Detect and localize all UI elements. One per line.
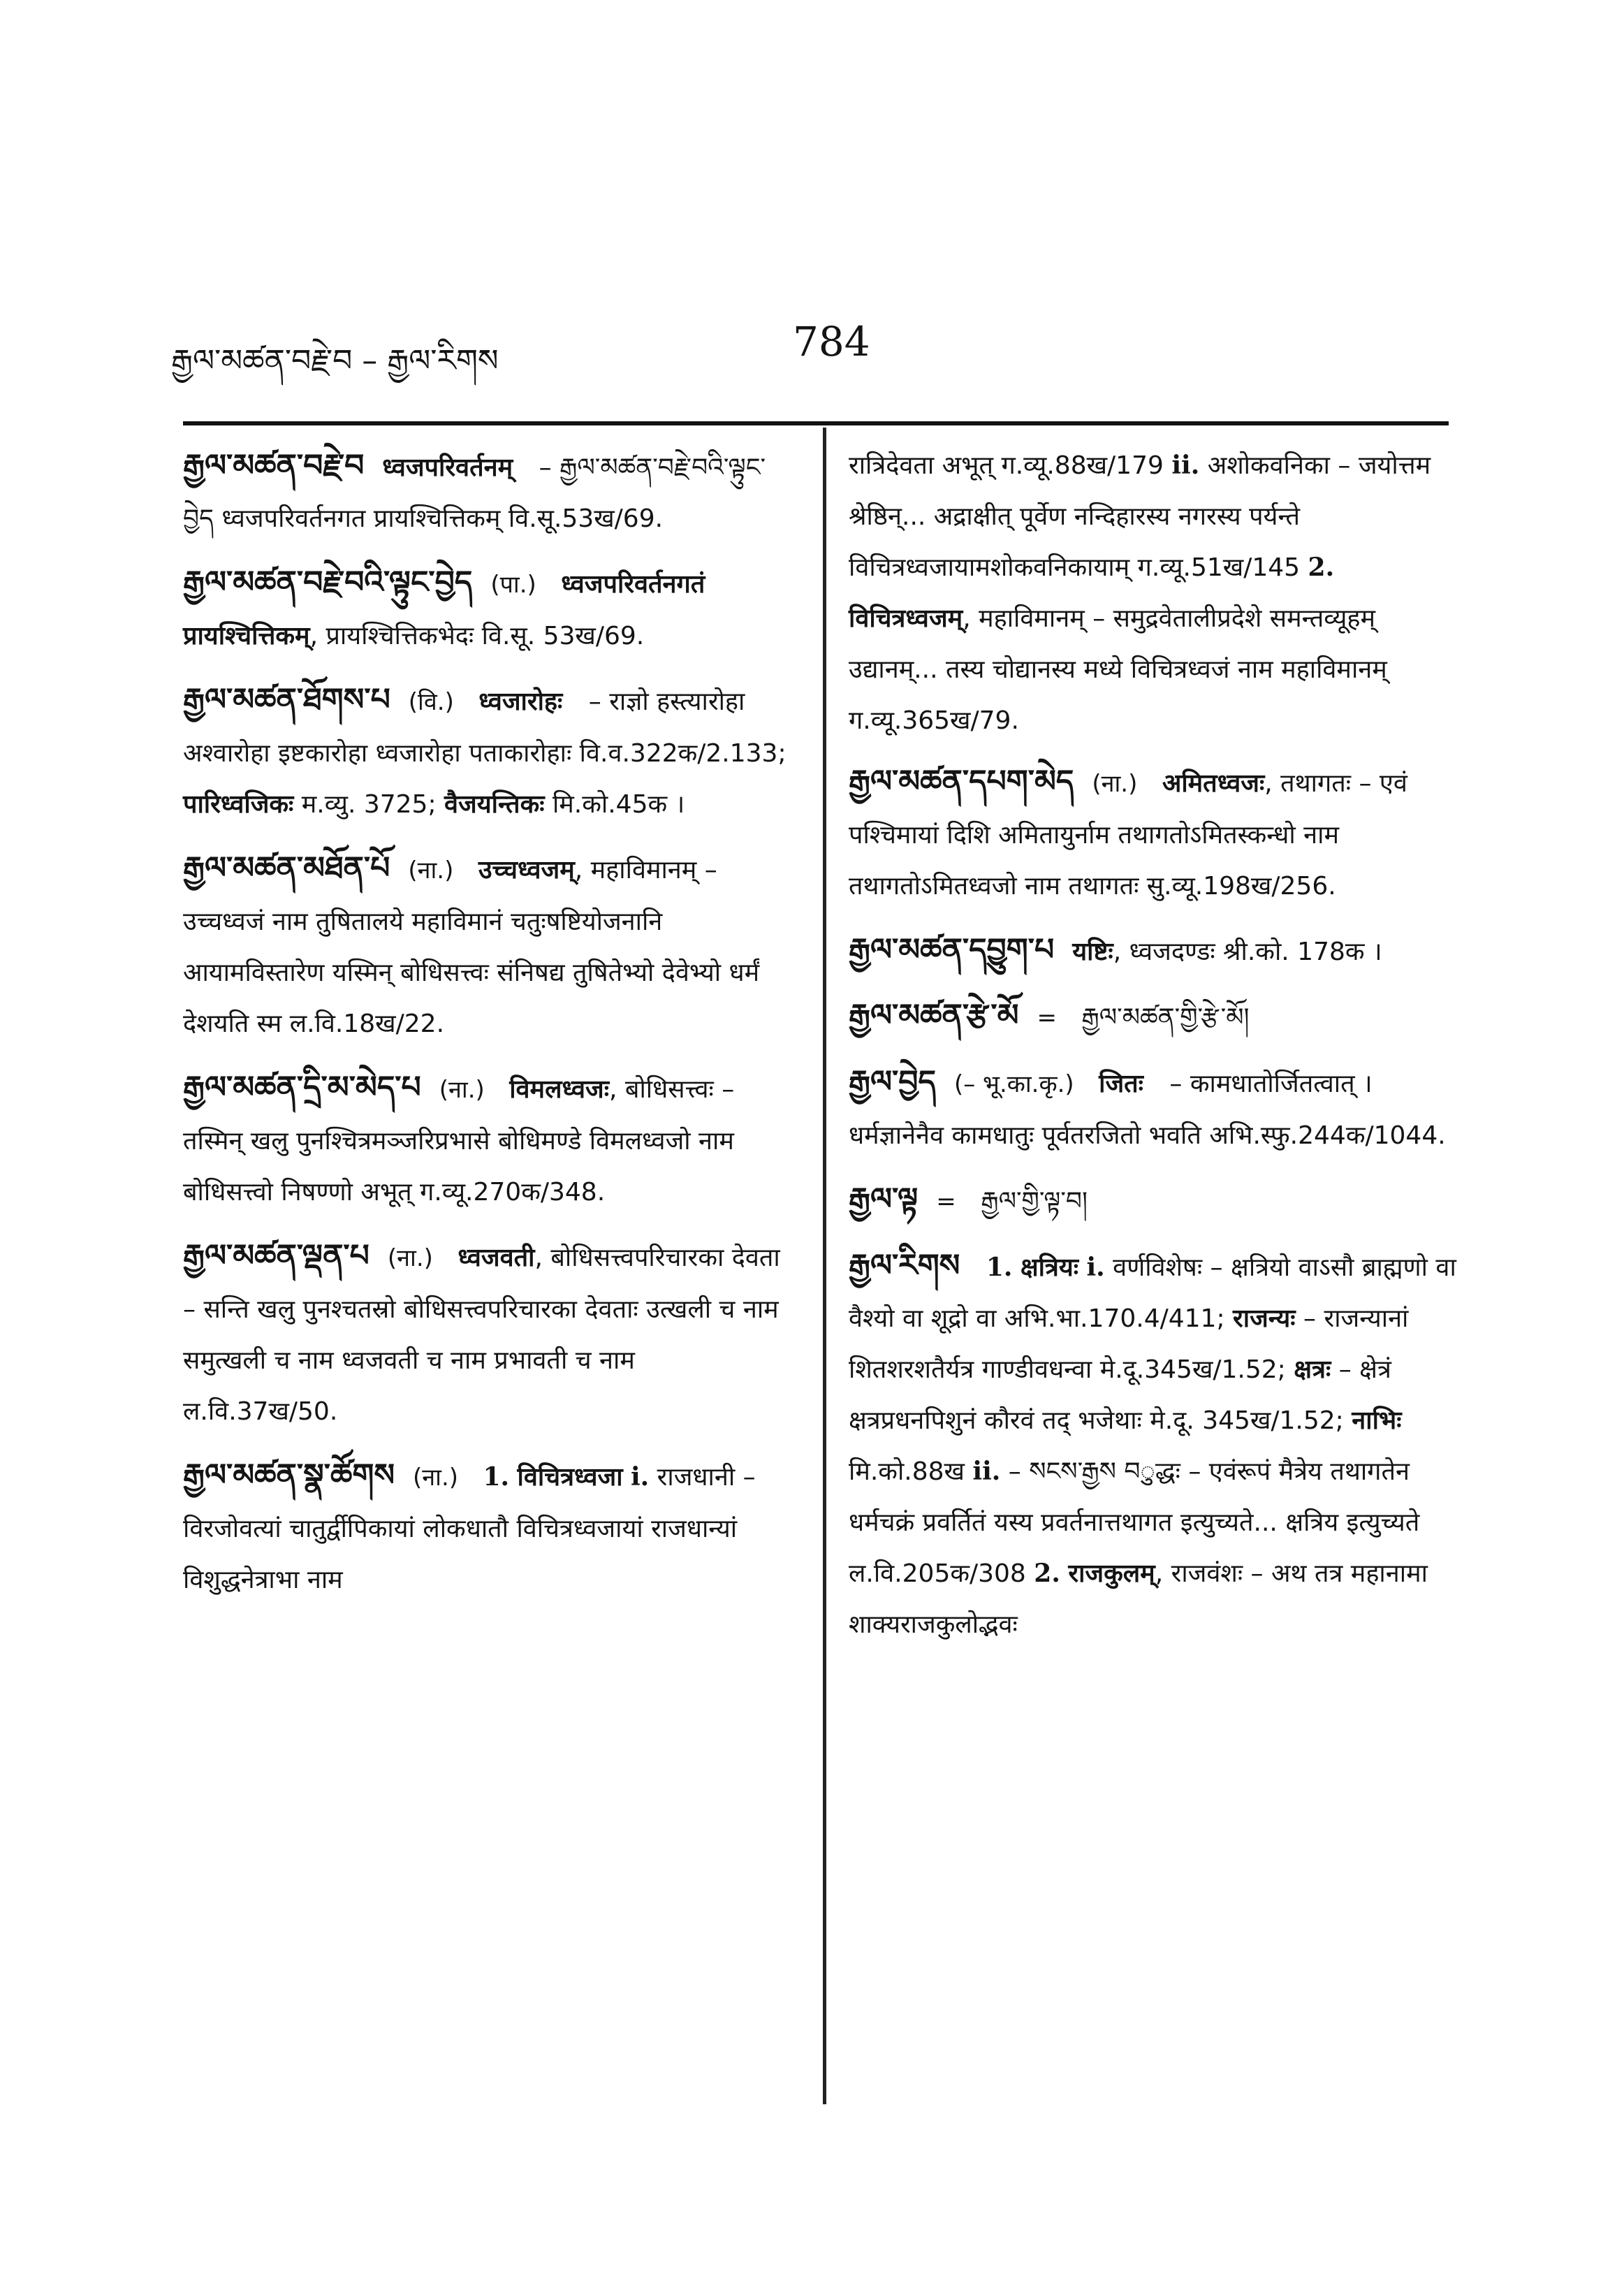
- dictionary-entry: [849, 1056, 1456, 1161]
- subsense-number: ii.: [972, 1457, 1001, 1486]
- dictionary-entry: [849, 1240, 1456, 1650]
- tibetan-headword: རྒྱལ་མཚན་བརྗེ་བ: [183, 448, 365, 483]
- definition-text: – राज्ञो हस्त्यारोहा अश्वारोहा इष्टकारोहा ध्वजारोहा पताकारोहाः वि.व.322क/2.133;: [183, 687, 787, 768]
- column-divider: [823, 428, 826, 2104]
- dictionary-entry: [183, 557, 791, 662]
- tibetan-headword: རྒྱལ་ལྟ: [849, 1181, 919, 1217]
- sanskrit-term: विचित्रध्वजम्: [849, 604, 963, 633]
- definition-text: , बोधिसत्त्वपरिचारका देवता – सन्ति खलु पुनश्चतस्रो बोधिसत्त्वपरिचारका देवताः उत्खली च नाम समुत्खली च नाम ध्वजवती च नाम प्रभावती च नाम ल.वि.37ख/50.: [183, 1244, 780, 1426]
- sanskrit-term: वैजयन्तिकः: [444, 790, 545, 819]
- definition-text: , बोधिसत्त्वः – तस्मिन् खलु पुनश्चित्रमञ्जरिप्रभासे बोधिमण्डे विमलध्वजो नाम बोधिसत्त्वो निषण्णो अभूत् ग.व्यू.270क/348.: [183, 1075, 735, 1207]
- dictionary-entry: [183, 1450, 791, 1605]
- tibetan-headword: རྒྱལ་མཚན་ཐོགས་པ: [183, 682, 390, 717]
- dictionary-entry: [183, 843, 791, 1049]
- grammar-label: (ना.): [439, 1076, 485, 1104]
- sanskrit-term: क्षत्रः: [1294, 1355, 1331, 1384]
- dictionary-entry: [183, 1062, 791, 1218]
- subsense-number: i.: [1086, 1253, 1105, 1282]
- equals-sign: =: [936, 1188, 956, 1216]
- sense-number: 1.: [483, 1462, 510, 1492]
- sanskrit-term: ध्वजपरिवर्तनगतं प्रायश्चित्तिकम्: [183, 570, 705, 650]
- sense-number: 1.: [986, 1253, 1013, 1282]
- definition-text: , प्रायश्चित्तिकभेदः वि.सू. 53ख/69.: [309, 622, 645, 650]
- sanskrit-term: उच्चध्वजम्: [478, 856, 575, 884]
- grammar-label: (पा.): [490, 571, 536, 599]
- sanskrit-term: ध्वजारोहः: [478, 687, 563, 716]
- tibetan-headword: རྒྱལ་མཚན་ལྡན་པ: [183, 1238, 370, 1274]
- cross-reference: རྒྱལ་མཚན་གྱི་རྩེ་མོ།: [1081, 1003, 1250, 1032]
- page-number: 784: [793, 318, 870, 365]
- grammar-label: (वि.): [408, 688, 454, 716]
- cross-reference: རྒྱལ་གྱི་ལྟ་བ།: [981, 1187, 1088, 1216]
- definition-text: मि.को.45क ।: [552, 790, 685, 819]
- dictionary-entry: [849, 756, 1456, 912]
- definition-text: – སངས་རྒྱས བुद्धः – एवंरूपं मैत्रेय तथागतेन धर्मचक्रं प्रवर्तितं यस्य प्रवर्तनात्तथागत इत्युच्यते... क्षत्रिय इत्युच्यते ल.वि.205क/308: [849, 1457, 1420, 1588]
- definition-text: , तथागतः – एवं पश्चिमायां दिशि अमितायुर्नाम तथागतोऽमितस्कन्धो नाम तथागतोऽमितध्वजो नाम तथागतः सु.व्यू.198ख/256.: [849, 769, 1407, 901]
- tibetan-headword: རྒྱལ་བྱེད: [849, 1064, 936, 1100]
- left-column: [183, 440, 791, 1618]
- definition-text: – कामधातोर्जितत्वात् । धर्मज्ञानेनैव कामधातुः पूर्वतरजितो भवति अभि.स्फु.244क/1044.: [849, 1070, 1446, 1150]
- sanskrit-term: जितः: [1099, 1070, 1143, 1098]
- grammar-label: (ना.): [387, 1244, 433, 1272]
- sense-number: 2.: [1308, 553, 1335, 582]
- definition-text: – राजन्यानां शितशरशतैर्यत्र गाण्डीवधन्वा मे.दू.345ख/1.52;: [849, 1304, 1409, 1384]
- sanskrit-term: नाभिः: [1352, 1406, 1402, 1435]
- definition-text: अशोकवनिका – जयोत्तम श्रेष्ठिन्... अद्राक्षीत् पूर्वेण नन्दिहारस्य नगरस्य पर्यन्ते विचित्रध्वजायामशोकवनिकायाम् ग.व्यू.51ख/145: [849, 451, 1431, 582]
- dictionary-entry: [183, 1230, 791, 1437]
- top-rule: [183, 421, 1449, 425]
- definition-text: , ध्वजदण्डः श्री.को. 178क ।: [1113, 938, 1382, 966]
- definition-text: , महाविमानम् – समुद्रवेतालीप्रदेशे समन्तव्यूहम् उद्यानम्... तस्य चोद्यानस्य मध्ये विचित्रध्वजं नाम महाविमानम् ग.व्यू.365ख/79.: [849, 604, 1387, 735]
- sanskrit-term: ध्वजवती: [458, 1244, 535, 1272]
- sanskrit-term: राजन्यः: [1233, 1304, 1296, 1333]
- sanskrit-term: विचित्रध्वजा: [517, 1463, 623, 1492]
- tibetan-headword: རྒྱལ་མཚན་དབྱུག་པ: [849, 932, 1055, 968]
- grammar-label: (ना.): [1092, 770, 1138, 798]
- tibetan-headword: རྒྱལ་རིགས: [849, 1248, 960, 1283]
- tibetan-headword: རྒྱལ་མཚན་དཔག་མེད: [849, 764, 1074, 799]
- sanskrit-term: ध्वजपरिवर्तनम्: [382, 453, 513, 482]
- right-column: [849, 440, 1456, 1663]
- running-head: རྒྱལ་མཚན་བརྗེ་བ – རྒྱལ་རིགས: [171, 343, 499, 379]
- definition-text: – क्षेत्रं क्षत्रप्रधनपिशुनं कौरवं तद् भजेथाः मे.दू. 345ख/1.52;: [849, 1355, 1391, 1435]
- tibetan-headword: རྒྱལ་མཚན་མཐོན་པོ: [183, 850, 390, 886]
- definition-text: – རྒྱལ་མཚན་བརྗེ་བའི་ལྟུང་བྱེད ध्वजपरिवर्तनगत प्रायश्चित्तिकम् वि.सू.53ख/69.: [183, 453, 766, 533]
- continued-entry: [849, 440, 1456, 746]
- dictionary-entry: [849, 990, 1456, 1044]
- subsense-number: ii.: [1171, 451, 1200, 480]
- dictionary-entry: [849, 1174, 1456, 1227]
- tibetan-headword: རྒྱལ་མཚན་བརྗེ་བའི་ལྟུང་བྱེད: [183, 564, 473, 600]
- tibetan-headword: རྒྱལ་མཚན་རྩེ་མོ: [849, 998, 1019, 1033]
- grammar-label: (ना.): [408, 857, 454, 884]
- sanskrit-term: अमितध्वजः: [1162, 769, 1265, 798]
- sanskrit-term: विमलध्वजः: [509, 1075, 610, 1104]
- definition-text: रात्रिदेवता अभूत् ग.व्यू.88ख/179: [849, 451, 1164, 480]
- sanskrit-term: यष्टिः: [1072, 938, 1113, 966]
- definition-text: मि.को.88ख: [849, 1457, 965, 1486]
- grammar-label: (ना.): [413, 1464, 459, 1492]
- dictionary-entry: [183, 674, 791, 830]
- sanskrit-term: राजकुलम्: [1068, 1559, 1155, 1588]
- dictionary-entry: [849, 924, 1456, 977]
- grammar-label: (– भू.का.कृ.): [953, 1070, 1074, 1098]
- sense-number: 2.: [1034, 1559, 1060, 1588]
- definition-text: राजधानी – विरजोवत्यां चातुर्द्वीपिकायां लोकधातौ विचित्रध्वजायां राजधान्यां विशुद्धनेत्राभा नाम: [183, 1463, 756, 1594]
- equals-sign: =: [1037, 1004, 1057, 1032]
- tibetan-headword: རྒྱལ་མཚན་སྣ་ཚོགས: [183, 1457, 395, 1493]
- definition-text: , महाविमानम् – उच्चध्वजं नाम तुषितालये महाविमानं चतुःषष्टियोजनानि आयामविस्तारेण यस्मिन् बोधिसत्त्वः संनिषद्य तुषितेभ्यो देवेभ्यो धर्मं देशयति स्म ल.वि.18ख/22.: [183, 856, 760, 1038]
- dictionary-entry: [183, 440, 791, 544]
- subsense-number: i.: [630, 1462, 650, 1492]
- sanskrit-term: पारिध्वजिकः: [183, 790, 294, 819]
- definition-text: , राजवंशः – अथ तत्र महानामा शाक्यराजकुलोद्भवः: [849, 1559, 1428, 1639]
- sanskrit-term: क्षत्रियः: [1020, 1253, 1079, 1282]
- definition-text: म.व्यु. 3725;: [301, 790, 437, 819]
- definition-text: वर्णविशेषः – क्षत्रियो वाऽसौ ब्राह्मणो वा वैश्यो वा शूद्रो वा अभि.भा.170.4/411;: [849, 1253, 1456, 1333]
- page-header: [0, 318, 1624, 381]
- tibetan-headword: རྒྱལ་མཚན་དྲི་མ་མེད་པ: [183, 1070, 421, 1105]
